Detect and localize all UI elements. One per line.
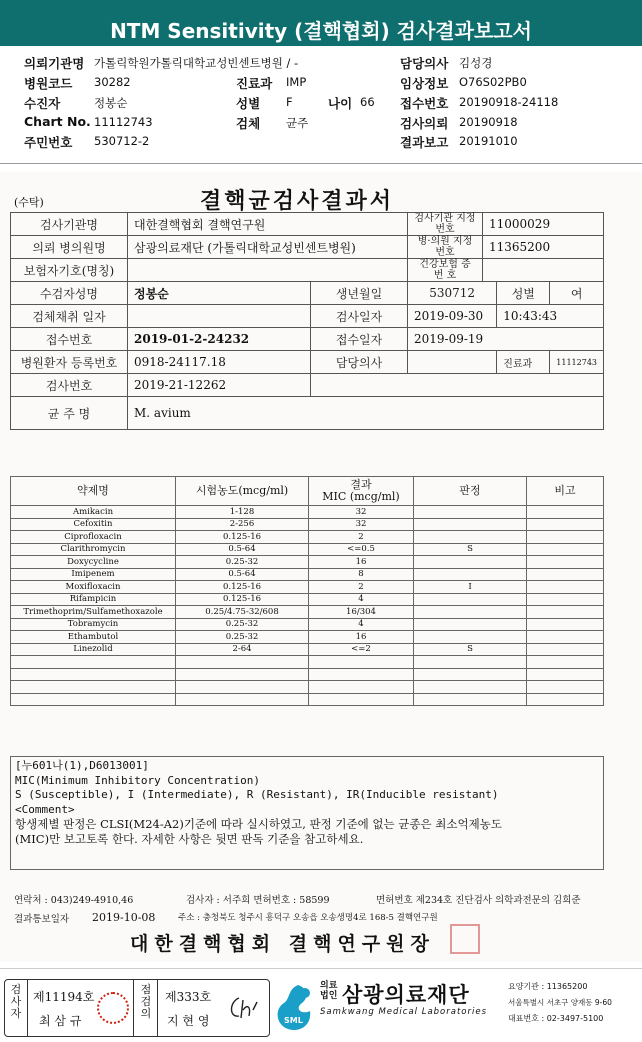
drug-remark: [527, 643, 604, 656]
drug-remark: [527, 656, 604, 669]
label-doctor: 담당의사: [400, 56, 449, 71]
header-divider: [0, 163, 642, 164]
label-accession-no: 접수번호: [400, 96, 449, 111]
drug-conc: 0.125-16: [176, 593, 309, 606]
drug-row: [11, 543, 604, 556]
value-patient: 정봉순: [94, 96, 128, 110]
label-request-date: 검사의뢰: [400, 116, 449, 131]
drug-row: [11, 681, 604, 694]
drug-name: [11, 693, 176, 706]
col-remark: 비고: [527, 477, 604, 506]
drug-row: [11, 593, 604, 606]
info-label: 담당의사: [311, 351, 408, 374]
info-label: 병원환자 등록번호: [11, 351, 128, 374]
signature-footer: [0, 975, 642, 1042]
value-chart-no: 11112743: [94, 115, 153, 129]
drug-mic: 4: [309, 618, 414, 631]
value-sex: F: [286, 95, 293, 109]
info-value: [483, 259, 604, 282]
drug-mic: 4: [309, 593, 414, 606]
value-department: IMP: [286, 75, 307, 89]
drug-mic: [309, 681, 414, 694]
drug-conc: [176, 656, 309, 669]
info-label: 균 주 명: [11, 397, 128, 430]
info-value: 정봉순: [128, 282, 311, 305]
drug-conc: 1-128: [176, 506, 309, 519]
drug-row: [11, 631, 604, 644]
info-label: 검사일자: [311, 305, 408, 328]
drug-remark: [527, 631, 604, 644]
info-label: 접수번호: [11, 328, 128, 351]
drug-remark: [527, 581, 604, 594]
org-phone: 대표번호 : 02-3497-5100: [508, 1014, 604, 1023]
label-institution: 의뢰기관명: [24, 56, 85, 71]
drug-name: Doxycycline: [11, 556, 176, 569]
drug-row: [11, 668, 604, 681]
note-mic: MIC(Minimum Inhibitory Concentration): [15, 773, 261, 787]
drug-row: [11, 606, 604, 619]
drug-interp: I: [414, 581, 527, 594]
value-specimen: 균주: [286, 116, 309, 130]
drug-row: [11, 643, 604, 656]
info-value: 대한결핵협회 결핵연구원: [128, 213, 408, 236]
drug-interp: [414, 593, 527, 606]
note-comment-label: <Comment>: [15, 802, 75, 816]
tester-stamp: [97, 992, 129, 1024]
drug-mic: <=2: [309, 643, 414, 656]
info-value: 530712: [408, 282, 497, 305]
drug-name: [11, 681, 176, 694]
label-patient: 수진자: [24, 96, 61, 111]
drug-remark: [527, 693, 604, 706]
drug-interp: [414, 618, 527, 631]
value-clinical-info: O76S02PB0: [459, 75, 527, 89]
info-label: 성별: [497, 282, 550, 305]
value-report-date: 20191010: [459, 134, 518, 148]
drug-row: [11, 568, 604, 581]
drug-mic: 2: [309, 581, 414, 594]
org-address: 서울특별시 서초구 양재동 9-60: [508, 998, 612, 1007]
label-age: 나이: [328, 96, 353, 111]
drug-interp: S: [414, 543, 527, 556]
info-label: 건강보험 증 번 호: [408, 259, 483, 282]
footer-tester: 검사자 : 서주희 면허번호 : 58599: [186, 895, 330, 906]
sml-logo-icon: [272, 981, 316, 1033]
drug-row: [11, 618, 604, 631]
info-value: 10:43:43: [497, 305, 604, 328]
tester-label: 검사자: [10, 983, 22, 1020]
institution-name: 대한결핵협회 결핵연구원장: [130, 933, 435, 955]
drug-name: Ethambutol: [11, 631, 176, 644]
info-label: 수검자성명: [11, 282, 128, 305]
checker-label: 점검의: [140, 983, 152, 1020]
note-comment-1: 항생제별 판정은 CLSI(M24-A2)기준에 따라 실시하였고, 판정 기준에 없는 균종은 최소억제농도: [15, 817, 502, 831]
drug-interp: S: [414, 643, 527, 656]
checker-name: 지 현 영: [167, 1014, 210, 1028]
value-doctor: 김성경: [459, 56, 493, 70]
drug-interp: [414, 506, 527, 519]
drug-conc: 0.125-16: [176, 531, 309, 544]
info-label: 검사번호: [11, 374, 128, 397]
value-resident-no: 530712-2: [94, 134, 150, 148]
col-interpretation: 판정: [414, 477, 527, 506]
footer-address: 주소 : 충청북도 청주시 흥덕구 오송읍 오송생명4로 168-5 결핵연구원: [178, 913, 438, 923]
checker-license: 제333호: [165, 990, 212, 1004]
bottom-divider: [0, 968, 642, 969]
drug-interp: [414, 668, 527, 681]
tester-name: 최 삼 규: [39, 1014, 82, 1028]
label-report-date: 결과보고: [400, 135, 449, 150]
org-code: 요양기관 : 11365200: [508, 982, 588, 991]
col-drug: 약제명: [11, 477, 176, 506]
drug-conc: 2-256: [176, 518, 309, 531]
info-value: 여: [550, 282, 604, 305]
drug-interp: [414, 656, 527, 669]
info-value: 11112743: [550, 351, 604, 374]
drug-interp: [414, 568, 527, 581]
info-value: [128, 259, 408, 282]
drug-mic: 8: [309, 568, 414, 581]
drug-interp: [414, 518, 527, 531]
drug-interp: [414, 606, 527, 619]
drug-mic: 32: [309, 518, 414, 531]
drug-row: [11, 518, 604, 531]
drug-mic: [309, 668, 414, 681]
drug-mic: 16/304: [309, 606, 414, 619]
drug-conc: 0.125-16: [176, 581, 309, 594]
info-value: 0918-24117.18: [128, 351, 311, 374]
svg-text:SML: SML: [284, 1016, 303, 1025]
info-label: 병·의원 지정번호: [408, 236, 483, 259]
drug-name: Trimethoprim/Sulfamethoxazole: [11, 606, 176, 619]
info-label: 검사기관명: [11, 213, 128, 236]
drug-remark: [527, 543, 604, 556]
info-table: [10, 212, 604, 430]
label-department: 진료과: [236, 76, 273, 91]
tester-license: 제11194호: [33, 990, 95, 1004]
info-label: 검사기관 지정번호: [408, 213, 483, 236]
org-english-name: Samkwang Medical Laboratories: [320, 1007, 488, 1017]
organism-value: M. avium: [128, 397, 604, 430]
drug-mic: <=0.5: [309, 543, 414, 556]
drug-remark: [527, 593, 604, 606]
drug-row: [11, 506, 604, 519]
drug-row: [11, 531, 604, 544]
drug-conc: [176, 693, 309, 706]
info-value: 2019-09-30: [408, 305, 497, 328]
col-concentration: 시험농도(mcg/ml): [176, 477, 309, 506]
drug-row: [11, 581, 604, 594]
org-name: 삼광의료재단: [342, 983, 470, 1007]
drug-name: [11, 656, 176, 669]
report-title: NTM Sensitivity (결핵협회) 검사결과보고서: [110, 19, 532, 43]
drug-conc: 0.5-64: [176, 568, 309, 581]
drug-remark: [527, 506, 604, 519]
drug-conc: 0.25-32: [176, 631, 309, 644]
label-clinical-info: 임상정보: [400, 76, 449, 91]
drug-name: [11, 668, 176, 681]
drug-name: Ciprofloxacin: [11, 531, 176, 544]
drug-conc: [176, 681, 309, 694]
note-code: [누601나(1),D6013001]: [15, 759, 149, 772]
info-value: 2019-21-12262: [128, 374, 311, 397]
drug-name: Clarithromycin: [11, 543, 176, 556]
drug-name: Rifampicin: [11, 593, 176, 606]
drug-mic: 32: [309, 506, 414, 519]
label-specimen: 검체: [236, 116, 261, 131]
drug-conc: 0.25-32: [176, 618, 309, 631]
footer-notify-date: 2019-10-08: [92, 911, 156, 924]
drug-row: [11, 556, 604, 569]
drug-remark: [527, 518, 604, 531]
col-mic: 결과 MIC (mcg/ml): [309, 477, 414, 506]
drug-name: Cefoxitin: [11, 518, 176, 531]
drug-mic: [309, 656, 414, 669]
drug-name: Moxifloxacin: [11, 581, 176, 594]
drug-remark: [527, 531, 604, 544]
info-value: 11000029: [483, 213, 604, 236]
lab-brand: [272, 975, 642, 1042]
report-banner: [0, 0, 642, 46]
note-legend: S (Susceptible), I (Intermediate), R (Resistant), IR(Inducible resistant): [15, 788, 499, 801]
drug-interp: [414, 631, 527, 644]
info-value: 2019-09-19: [408, 328, 604, 351]
notes-box: [10, 756, 604, 870]
org-type: 의료법인: [320, 981, 338, 1001]
info-value: [128, 305, 311, 328]
drug-remark: [527, 606, 604, 619]
info-value: 삼광의료재단 (가톨릭대학교성빈센트병원): [128, 236, 408, 259]
susceptibility-table: [10, 476, 604, 706]
drug-conc: 0.25-32: [176, 556, 309, 569]
drug-conc: 0.25/4.75-32/608: [176, 606, 309, 619]
drug-remark: [527, 618, 604, 631]
drug-mic: 2: [309, 531, 414, 544]
drug-row: [11, 656, 604, 669]
info-value: 11365200: [483, 236, 604, 259]
signature-icon: [225, 992, 261, 1022]
signature-box: [4, 979, 270, 1037]
drug-interp: [414, 693, 527, 706]
footer-notify-label: 결과통보일자: [14, 914, 70, 925]
label-resident-no: 주민번호: [24, 135, 73, 150]
consignment-tag: (수탁): [14, 196, 44, 209]
drug-conc: 0.5-64: [176, 543, 309, 556]
document-title: 결핵균검사결과서: [200, 188, 395, 214]
info-value: [408, 351, 497, 374]
info-label: 보험자기호(명칭): [11, 259, 128, 282]
info-label: 생년월일: [311, 282, 408, 305]
value-hospital-code: 30282: [94, 75, 131, 89]
info-label: 접수일자: [311, 328, 408, 351]
drug-mic: 16: [309, 631, 414, 644]
drug-interp: [414, 531, 527, 544]
footer-contact: 연락처 : 043)249-4910,46: [14, 895, 134, 906]
drug-name: Linezolid: [11, 643, 176, 656]
official-seal: [450, 924, 480, 954]
info-label: 검체채취 일자: [11, 305, 128, 328]
info-value: 2019-01-2-24232: [128, 328, 311, 351]
value-age: 66: [360, 95, 375, 109]
value-request-date: 20190918: [459, 115, 518, 129]
drug-remark: [527, 556, 604, 569]
drug-interp: [414, 556, 527, 569]
drug-conc: [176, 668, 309, 681]
drug-remark: [527, 681, 604, 694]
drug-remark: [527, 668, 604, 681]
value-institution: 가톨릭학원가톨릭대학교성빈센트병원 / -: [94, 56, 299, 70]
drug-row: [11, 693, 604, 706]
label-sex: 성별: [236, 96, 261, 111]
value-accession-no: 20190918-24118: [459, 95, 559, 109]
scanned-result-document: [0, 172, 642, 962]
drug-name: Tobramycin: [11, 618, 176, 631]
label-chart-no: Chart No.: [24, 114, 91, 129]
label-hospital-code: 병원코드: [24, 76, 73, 91]
drug-mic: [309, 693, 414, 706]
drug-name: Imipenem: [11, 568, 176, 581]
info-label: 진료과: [497, 351, 550, 374]
note-comment-2: (MIC)만 보고토록 한다. 자세한 사항은 뒷면 판독 기준을 참고하세요.: [15, 831, 364, 846]
patient-header: [0, 50, 642, 158]
info-label: 의뢰 병의원명: [11, 236, 128, 259]
drug-conc: 2-64: [176, 643, 309, 656]
drug-mic: 16: [309, 556, 414, 569]
drug-interp: [414, 681, 527, 694]
footer-specialist: 면허번호 제234호 진단검사 의학과전문의 김희준: [376, 895, 581, 906]
drug-remark: [527, 568, 604, 581]
drug-name: Amikacin: [11, 506, 176, 519]
